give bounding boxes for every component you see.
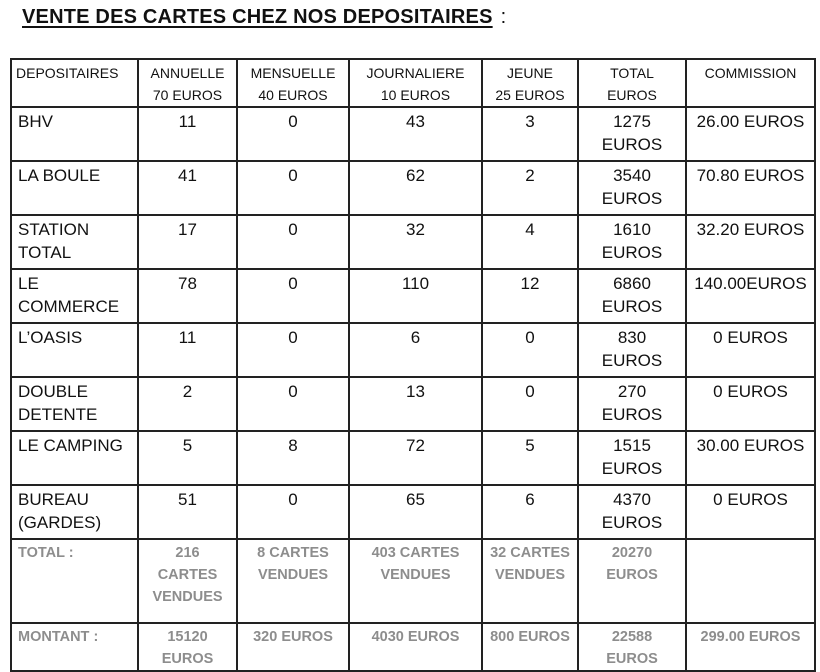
table-row: [11, 431, 815, 485]
depositaire-cell: BHV: [11, 107, 138, 161]
header-mensuelle: MENSUELLE 40 EUROS: [237, 59, 349, 107]
mensuelle-cell: 0: [237, 485, 349, 539]
total-annuelle: 216 CARTES VENDUES: [138, 539, 237, 623]
annuelle-cell: 41: [138, 161, 237, 215]
journaliere-cell: 43: [349, 107, 482, 161]
commission-cell: 30.00 EUROS: [686, 431, 815, 485]
commission-cell: 0 EUROS: [686, 485, 815, 539]
montant-commission: 299.00 EUROS: [686, 623, 815, 671]
montant-journaliere: 4030 EUROS: [349, 623, 482, 671]
jeune-cell: 0: [482, 323, 578, 377]
depositaire-cell: L’OASIS: [11, 323, 138, 377]
table-row: [11, 269, 815, 323]
total-cell: 1275 EUROS: [578, 107, 686, 161]
table-row: [11, 323, 815, 377]
total-cell: 4370 EUROS: [578, 485, 686, 539]
montant-annuelle: 15120 EUROS: [138, 623, 237, 671]
annuelle-cell: 5: [138, 431, 237, 485]
commission-cell: 26.00 EUROS: [686, 107, 815, 161]
total-row: [11, 539, 815, 623]
annuelle-cell: 11: [138, 323, 237, 377]
journaliere-cell: 65: [349, 485, 482, 539]
header-row: [11, 59, 815, 107]
montant-total: 22588 EUROS: [578, 623, 686, 671]
table-row: [11, 485, 815, 539]
journaliere-cell: 6: [349, 323, 482, 377]
depositaire-cell: LE CAMPING: [11, 431, 138, 485]
total-journaliere: 403 CARTES VENDUES: [349, 539, 482, 623]
title-text: VENTE DES CARTES CHEZ NOS DEPOSITAIRES: [22, 6, 493, 28]
mensuelle-cell: 0: [237, 161, 349, 215]
commission-cell: 70.80 EUROS: [686, 161, 815, 215]
montant-jeune: 800 EUROS: [482, 623, 578, 671]
depositaire-cell: STATION TOTAL: [11, 215, 138, 269]
montant-mensuelle: 320 EUROS: [237, 623, 349, 671]
total-cell: 1610 EUROS: [578, 215, 686, 269]
mensuelle-cell: 0: [237, 107, 349, 161]
table-row: [11, 215, 815, 269]
total-total: 20270 EUROS: [578, 539, 686, 623]
commission-cell: 0 EUROS: [686, 323, 815, 377]
sales-table: [10, 58, 816, 672]
depositaire-cell: BUREAU (GARDES): [11, 485, 138, 539]
mensuelle-cell: 0: [237, 377, 349, 431]
depositaire-cell: LA BOULE: [11, 161, 138, 215]
header-annuelle: ANNUELLE 70 EUROS: [138, 59, 237, 107]
header-jeune: JEUNE 25 EUROS: [482, 59, 578, 107]
journaliere-cell: 13: [349, 377, 482, 431]
table-row: [11, 107, 815, 161]
jeune-cell: 6: [482, 485, 578, 539]
annuelle-cell: 17: [138, 215, 237, 269]
commission-cell: 140.00EUROS: [686, 269, 815, 323]
journaliere-cell: 32: [349, 215, 482, 269]
jeune-cell: 12: [482, 269, 578, 323]
mensuelle-cell: 8: [237, 431, 349, 485]
total-cell: 830 EUROS: [578, 323, 686, 377]
total-cell: 1515 EUROS: [578, 431, 686, 485]
total-cell: 270 EUROS: [578, 377, 686, 431]
mensuelle-cell: 0: [237, 323, 349, 377]
total-label: TOTAL :: [11, 539, 138, 623]
jeune-cell: 3: [482, 107, 578, 161]
mensuelle-cell: 0: [237, 269, 349, 323]
total-mensuelle: 8 CARTES VENDUES: [237, 539, 349, 623]
header-total: TOTAL EUROS: [578, 59, 686, 107]
journaliere-cell: 110: [349, 269, 482, 323]
montant-row: [11, 623, 815, 671]
annuelle-cell: 11: [138, 107, 237, 161]
total-commission: [686, 539, 815, 623]
annuelle-cell: 2: [138, 377, 237, 431]
jeune-cell: 0: [482, 377, 578, 431]
depositaire-cell: LE COMMERCE: [11, 269, 138, 323]
document-title: [22, 6, 506, 29]
header-commission: COMMISSION: [686, 59, 815, 107]
journaliere-cell: 62: [349, 161, 482, 215]
depositaire-cell: DOUBLE DETENTE: [11, 377, 138, 431]
montant-label: MONTANT :: [11, 623, 138, 671]
jeune-cell: 2: [482, 161, 578, 215]
header-depositaires: DEPOSITAIRES: [11, 59, 138, 107]
journaliere-cell: 72: [349, 431, 482, 485]
mensuelle-cell: 0: [237, 215, 349, 269]
jeune-cell: 4: [482, 215, 578, 269]
commission-cell: 0 EUROS: [686, 377, 815, 431]
total-jeune: 32 CARTES VENDUES: [482, 539, 578, 623]
annuelle-cell: 51: [138, 485, 237, 539]
total-cell: 3540 EUROS: [578, 161, 686, 215]
header-journaliere: JOURNALIERE 10 EUROS: [349, 59, 482, 107]
commission-cell: 32.20 EUROS: [686, 215, 815, 269]
jeune-cell: 5: [482, 431, 578, 485]
title-colon: :: [500, 6, 507, 28]
annuelle-cell: 78: [138, 269, 237, 323]
table-row: [11, 377, 815, 431]
table-row: [11, 161, 815, 215]
total-cell: 6860 EUROS: [578, 269, 686, 323]
